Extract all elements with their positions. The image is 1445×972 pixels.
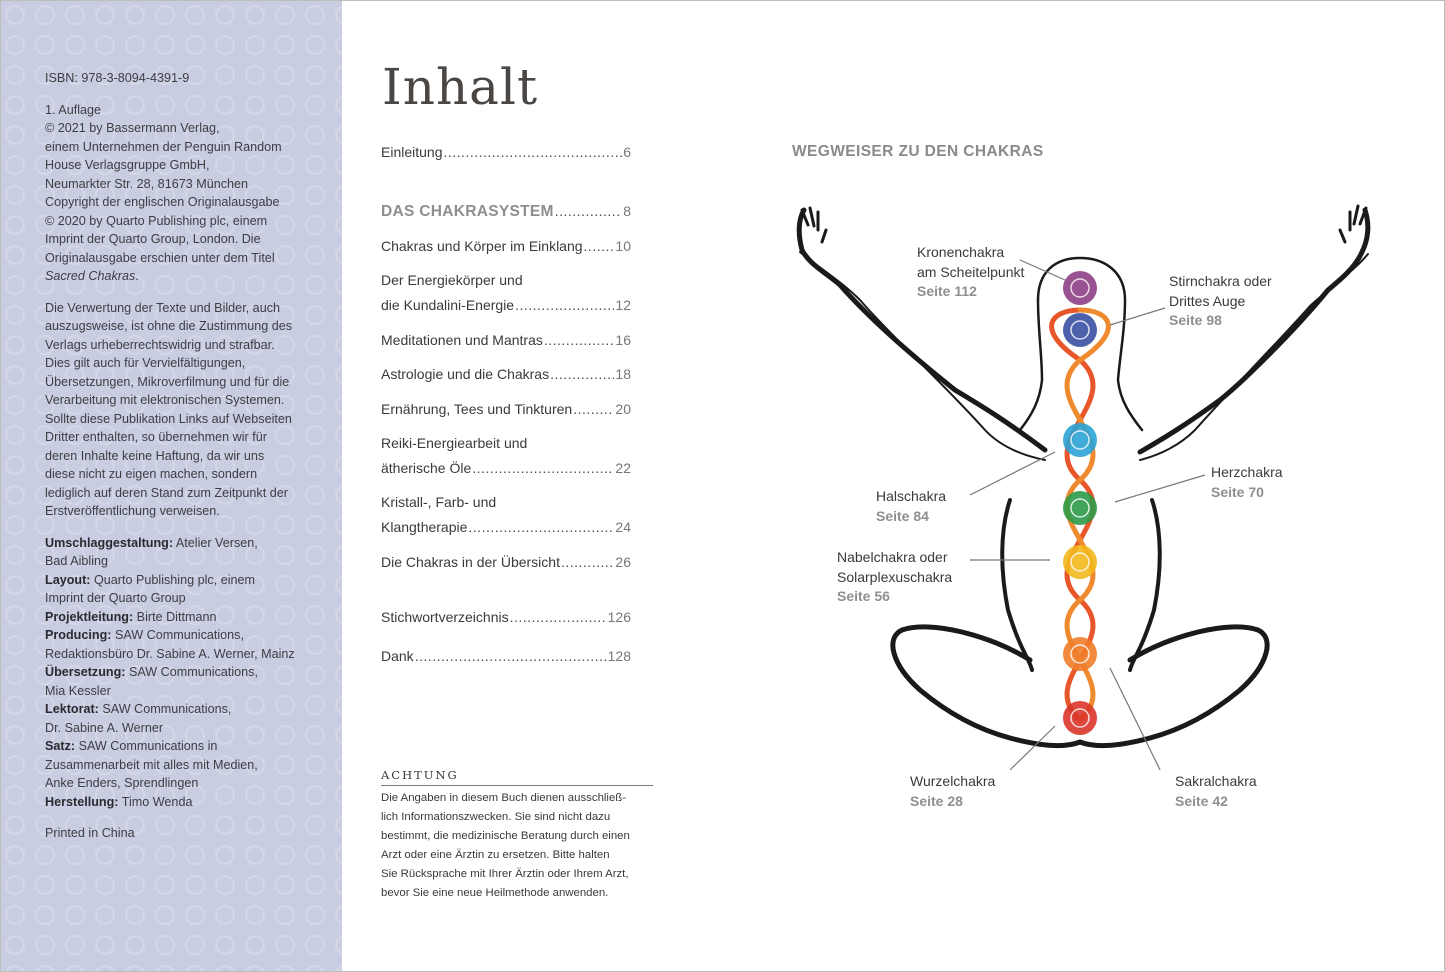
toc-entry-line: [381, 397, 631, 422]
toc-entry[interactable]: [381, 268, 631, 317]
chakra-page-ref: Seite 42: [1175, 792, 1228, 809]
toc-page-number: 128: [607, 648, 631, 664]
toc-page-number: 12: [615, 296, 631, 313]
isbn: ISBN: 978-3-8094-4391-9: [45, 71, 190, 85]
credit-line: [45, 737, 320, 756]
chakra-name: Herzchakra: [1211, 464, 1283, 480]
toc-leader-dots: [472, 456, 614, 481]
toc-leader-dots: [544, 328, 615, 353]
chakra-name: Kronenchakra: [917, 244, 1005, 260]
chakra-symbol-sakral: [1063, 637, 1097, 671]
credit-value: Dr. Sabine A. Werner: [45, 720, 164, 735]
credit-line: [45, 626, 320, 645]
chakra-name: Wurzelchakra: [910, 773, 996, 789]
credit-value: Zusammenarbeit mit alles mit Medien,: [45, 757, 258, 772]
toc-entry-title: Meditationen und Mantras: [381, 332, 543, 348]
chakra-symbol-herz: [1063, 491, 1097, 525]
toc-leader-dots: [515, 293, 614, 318]
credit-label: Projektleitung:: [45, 609, 134, 624]
credit-label: Layout:: [45, 572, 91, 587]
toc-leader-dots: [444, 140, 623, 165]
credit-value: Quarto Publishing plc, einem: [90, 572, 255, 587]
warning-text: [381, 789, 653, 903]
chakra-page-ref: Seite 112: [917, 283, 977, 299]
imprint-line: Sollte diese Publikation Links auf Webseiten: [45, 411, 292, 426]
imprint-line: Verlags urheberrechtswidrig und strafbar.: [45, 337, 275, 352]
label-nabelchakra: [837, 548, 952, 607]
toc-entry[interactable]: [381, 550, 631, 575]
imprint-line: Übersetzungen, Mikroverfilmung und für die: [45, 374, 290, 389]
credit-value: Imprint der Quarto Group: [45, 591, 186, 605]
toc-entry-title: Ernährung, Tees und Tinkturen: [381, 401, 573, 417]
toc-entry[interactable]: [381, 199, 631, 225]
toc-entry-line: [381, 293, 631, 318]
chakra-symbol-nabel: [1063, 545, 1097, 579]
toc-leader-dots: [561, 550, 614, 575]
warning-line: Sie Rücksprache mit Ihrer Ärztin oder Ihrem Arzt,: [381, 868, 629, 880]
imprint-line: Imprint der Quarto Group, London. Die: [45, 232, 261, 246]
toc-page-number: 18: [615, 366, 631, 382]
label-stirnchakra: [1169, 272, 1272, 331]
label-kronenchakra: [917, 243, 1024, 302]
imprint-line: Die Verwertung der Texte und Bilder, auch: [45, 300, 280, 315]
credit-value: Timo Wenda: [118, 794, 193, 809]
toc-leader-dots: [555, 199, 622, 224]
chakra-name: am Scheitelpunkt: [917, 263, 1025, 280]
torso-left: [1002, 500, 1032, 670]
imprint-line: House Verlagsgruppe GmbH,: [45, 158, 210, 172]
credit-label: Lektorat:: [45, 702, 99, 716]
imprint-text: [45, 69, 320, 856]
label-herzchakra: [1211, 463, 1283, 502]
imprint-line: © 2020 by Quarto Publishing plc, einem: [45, 213, 268, 228]
toc-entry-line: [381, 644, 631, 669]
toc-leader-dots: [573, 397, 614, 422]
chakra-name: Drittes Auge: [1169, 292, 1246, 309]
imprint-line: 1. Auflage: [45, 102, 102, 117]
credit-value: Redaktionsbüro Dr. Sabine A. Werner, Mainz: [45, 646, 295, 661]
imprint-line: Verarbeitung mit elektronischen Systemen.: [45, 393, 285, 407]
credit-label: Herstellung:: [45, 794, 119, 809]
credit-value: SAW Communications,: [98, 702, 232, 716]
chakra-page-ref: Seite 98: [1169, 312, 1222, 328]
chakra-page-ref: Seite 70: [1211, 483, 1264, 500]
toc-page-number: 24: [615, 518, 631, 535]
toc-entry[interactable]: [381, 234, 631, 259]
credit-value: SAW Communications in: [75, 739, 218, 753]
credit-line: [45, 756, 320, 775]
toc-entry-title: die Kundalini-Energie: [381, 296, 515, 313]
imprint-line: Neumarkter Str. 28, 81673 München: [45, 176, 249, 191]
chakra-symbol-stirn: [1063, 313, 1097, 347]
page-title: Inhalt: [382, 58, 539, 116]
imprint-line: lediglich auf deren Stand zum Zeitpunkt der: [45, 485, 288, 500]
toc-entry-line: [381, 490, 631, 515]
credit-line: [45, 645, 320, 664]
credit-label: Satz:: [45, 739, 76, 753]
toc-entry-title: DAS CHAKRASYSTEM: [381, 203, 554, 220]
toc-page-number: 26: [615, 554, 631, 570]
toc-entry-line: [381, 550, 631, 575]
toc-entry-title: Astrologie und die Chakras: [381, 366, 550, 382]
chakra-guide-title: WEGWEISER ZU DEN CHAKRAS: [792, 143, 1044, 160]
credit-value: Atelier Versen,: [173, 535, 258, 550]
copyright-block: [45, 101, 320, 286]
toc-entry-line: [381, 328, 631, 353]
credit-line: [45, 589, 320, 608]
warning-box: [381, 768, 653, 903]
toc-entry-title: Klangtherapie: [381, 518, 468, 535]
toc-entry[interactable]: [381, 605, 631, 630]
warning-line: bestimmt, die medizinische Beratung durch einen: [381, 830, 630, 842]
toc-page-number: 10: [615, 238, 631, 254]
imprint-line: auszugsweise, ist ohne die Zustimmung des: [45, 319, 293, 333]
toc-entry-line: [381, 268, 631, 293]
toc-page-number: 20: [615, 401, 631, 417]
toc-page-number: 22: [615, 459, 631, 476]
label-halschakra: [876, 487, 946, 526]
toc-entry-title: Chakras und Körper im Einklang: [381, 238, 583, 254]
original-title: Sacred Chakras: [45, 269, 136, 283]
imprint-line: Dritter enthalten, so übernehmen wir für: [45, 430, 267, 444]
toc-entry-line: [381, 362, 631, 387]
imprint-line: Originalausgabe erschien unter dem Titel: [45, 250, 275, 265]
warning-line: lich Informationszwecken. Sie sind nicht dazu: [381, 811, 611, 823]
toc-entry[interactable]: [381, 431, 631, 480]
toc-entry-title: Dank: [381, 648, 414, 664]
credits-block: [45, 534, 320, 812]
credit-line: [45, 552, 320, 571]
imprint-line: einem Unternehmen der Penguin Random: [45, 139, 282, 154]
chakra-page-ref: Seite 84: [876, 507, 929, 524]
label-sakralchakra: [1175, 772, 1257, 811]
toc-entry-title: Stichwortverzeichnis: [381, 609, 509, 625]
toc-entry-title: Kristall-, Farb- und: [381, 494, 497, 510]
imprint-line: Dies gilt auch für Vervielfältigungen,: [45, 356, 246, 370]
toc-entry-line: [381, 140, 631, 165]
toc-leader-dots: [550, 362, 614, 387]
warning-line: Die Angaben in diesem Buch dienen ausschließ-: [381, 792, 627, 804]
toc-entry-line: [381, 431, 631, 456]
credit-value: SAW Communications,: [111, 628, 244, 642]
toc-leader-dots: [415, 644, 607, 669]
toc-leader-dots: [584, 234, 615, 259]
credit-label: Producing:: [45, 628, 112, 642]
credit-label: Übersetzung:: [45, 665, 126, 679]
credit-line: [45, 793, 320, 812]
warning-heading: ACHTUNG: [381, 768, 653, 786]
chakra-symbols: [1063, 271, 1097, 735]
credit-line: [45, 719, 320, 738]
credit-line: [45, 774, 320, 793]
credit-value: Mia Kessler: [45, 683, 111, 698]
toc-entry-line: [381, 605, 631, 630]
chakra-page-ref: Seite 56: [837, 588, 890, 604]
chakra-page-ref: Seite 28: [910, 792, 963, 809]
warning-line: Arzt oder eine Ärztin zu ersetzen. Bitte halten: [381, 849, 610, 861]
chakra-symbol-hals: [1063, 423, 1097, 457]
chakra-symbol-wurzel: [1063, 701, 1097, 735]
toc-entry[interactable]: [381, 328, 631, 353]
chakra-name: Nabelchakra oder: [837, 549, 948, 565]
imprint-line: diese nicht zu eigen machen, sondern: [45, 467, 258, 481]
toc-leader-dots: [468, 515, 614, 540]
imprint-line: © 2021 by Bassermann Verlag,: [45, 121, 220, 135]
toc-page-number: 126: [607, 609, 631, 625]
chakra-name: Solarplexuschakra: [837, 568, 953, 585]
imprint-column: [0, 0, 342, 972]
chakra-figure-illustration: [780, 190, 1400, 770]
toc-entry-title: Einleitung: [381, 144, 443, 160]
toc-entry-line: [381, 199, 631, 225]
chakra-symbol-krone: [1063, 271, 1097, 305]
toc-entry-title: Reiki-Energiearbeit und: [381, 435, 528, 451]
toc-entry[interactable]: [381, 490, 631, 539]
credit-value: Bad Aibling: [45, 554, 109, 568]
warning-line: bevor Sie eine neue Heilmethode anwenden.: [381, 887, 609, 899]
toc-entry-line: [381, 456, 631, 481]
toc-entry-title: Die Chakras in der Übersicht: [381, 554, 560, 570]
toc-leader-dots: [510, 605, 607, 630]
imprint-line: Copyright der englischen Originalausgabe: [45, 195, 280, 209]
credit-label: Umschlaggestaltung:: [45, 535, 174, 550]
imprint-line: Erstveröffentlichung verweisen.: [45, 504, 220, 518]
credit-line: [45, 700, 320, 719]
right-arm: [1140, 210, 1368, 452]
credit-value: Birte Dittmann: [133, 609, 217, 624]
toc-entry[interactable]: [381, 644, 631, 669]
chakra-name: Stirnchakra oder: [1169, 273, 1272, 289]
toc-entry[interactable]: [381, 362, 631, 387]
rights-block: [45, 299, 320, 521]
toc-entry-title: Der Energiekörper und: [381, 272, 523, 288]
toc-entry-line: [381, 234, 631, 259]
printed-in: Printed in China: [45, 826, 135, 840]
toc-page-number: 8: [623, 203, 631, 219]
punctuation: .: [135, 269, 139, 283]
credit-line: [45, 682, 320, 701]
chakra-name: Halschakra: [876, 488, 947, 504]
toc-entry[interactable]: [381, 397, 631, 422]
toc-entry-title: ätherische Öle: [381, 459, 472, 476]
credit-value: SAW Communications,: [125, 665, 258, 679]
credit-line: [45, 663, 320, 682]
credit-line: [45, 608, 320, 627]
credit-line: [45, 534, 320, 553]
label-wurzelchakra: [910, 772, 995, 811]
toc-entry-line: [381, 515, 631, 540]
original-title-line: [45, 267, 320, 286]
credit-line: [45, 571, 320, 590]
toc-entry[interactable]: [381, 140, 631, 165]
toc-page-number: 16: [615, 332, 631, 348]
toc-page-number: 6: [623, 144, 631, 160]
credit-value: Anke Enders, Sprendlingen: [45, 776, 199, 790]
imprint-line: deren Inhalte keine Haftung, da wir uns: [45, 448, 265, 463]
chakra-name: Sakralchakra: [1175, 773, 1257, 789]
